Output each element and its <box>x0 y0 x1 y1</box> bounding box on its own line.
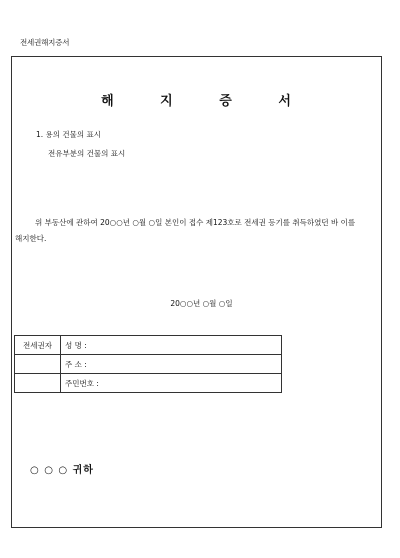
table-row <box>15 355 282 374</box>
document-date: 20○○년 ○월 ○일 <box>170 299 233 308</box>
document-header-caption: 전세권해지증서 <box>20 38 70 47</box>
table-row <box>15 336 282 355</box>
property-section-heading: 1. 용의 건물의 표시 <box>36 130 102 139</box>
empty-cell <box>15 355 61 374</box>
document-title: 해 지 증 서 <box>101 94 312 109</box>
addressee-line: ○ ○ ○ 귀하 <box>30 465 94 476</box>
holder-info-table <box>14 335 282 393</box>
holder-name-field: 성 명 : <box>61 336 282 355</box>
empty-cell <box>15 374 61 393</box>
property-section-subheading: 전유부분의 건물의 표시 <box>48 149 126 158</box>
document-frame <box>11 56 382 528</box>
holder-address-field: 주 소 : <box>61 355 282 374</box>
table-row <box>15 374 282 393</box>
holder-id-number-field: 주민번호 : <box>61 374 282 393</box>
document-body-text: 위 부동산에 관하여 20○○년 ○월 ○일 본인이 접수 제123호로 전세권 등기를 취득하였던 바 이를 해지한다. <box>15 218 356 243</box>
holder-role-label: 전세권자 <box>15 336 61 355</box>
